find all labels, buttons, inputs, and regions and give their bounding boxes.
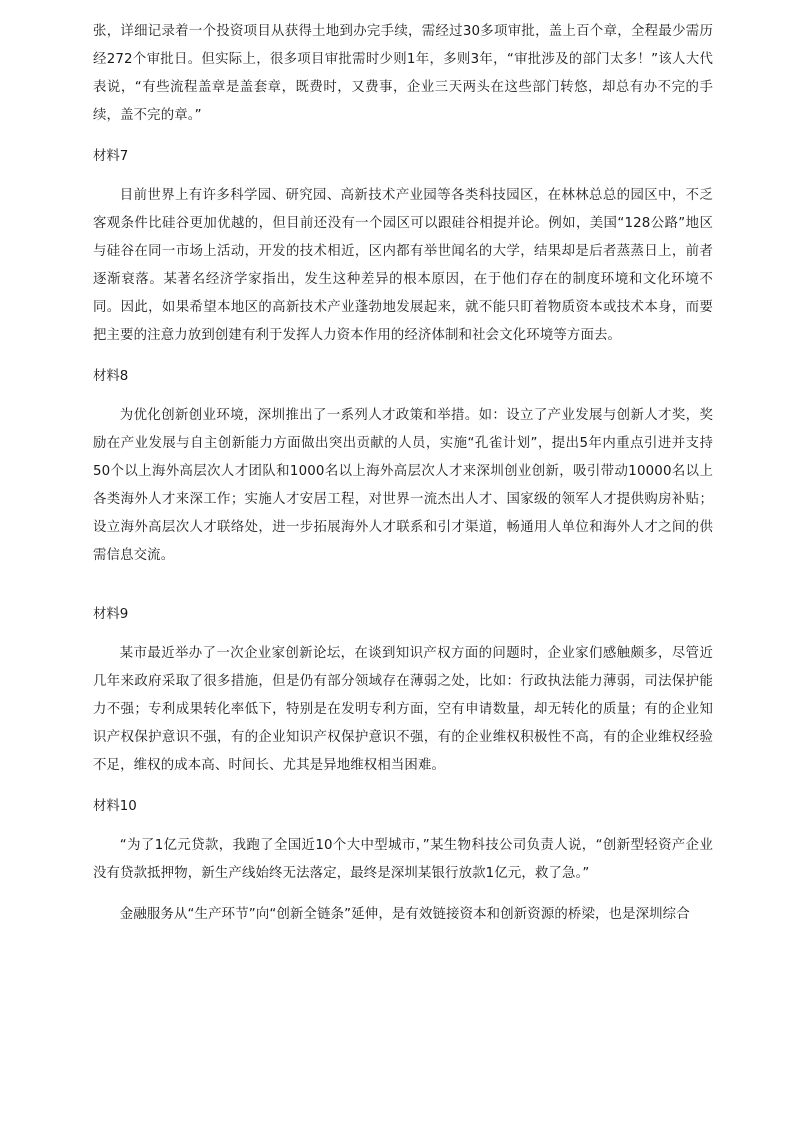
paragraph-material-8: 为优化创新创业环境，深圳推出了一系列人才政策和举措。如：设立了产业发展与创新人才奖，奖励在产业发展与自主创新能力方面做出突出贡献的人员，实施“孔雀计划”，提出5年内重点引进并支持50个以上海外高层次人才团队和1000名以上海外高层次人才来深圳创业创新，吸引带动10000名以上各类海外人才来深工作；实施人才安居工程，对世界一流杰出人才、国家级的领军人才提供购房补贴；设立海外高层次人才联络处，进一步拓展海外人才联系和引才渠道，畅通用人单位和海外人才之间的供需信息交流。 bbox=[93, 408, 713, 563]
paragraph-material-9: 某市最近举办了一次企业家创新论坛，在谈到知识产权方面的问题时，企业家们感触颇多，尽管近几年来政府采取了很多措施，但是仍有部分领域存在薄弱之处，比如：行政执法能力薄弱，司法保护能力不强；专利成果转化率低下，特别是在发明专利方面，空有申请数量，却无转化的质量；有的企业知识产权保护意识不强，有的企业知识产权保护意识不强，有的企业维权积极性不高，有的企业维权经验不足，维权的成本高、时间长、尤其是异地维权相当困难。 bbox=[93, 646, 713, 773]
heading-material-8: 材料8 bbox=[93, 369, 129, 384]
paragraph-material-10-finance: 金融服务从“生产环节”向“创新全链条”延伸，是有效链接资本和创新资源的桥梁，也是深圳综合 bbox=[119, 907, 690, 922]
heading-material-10: 材料10 bbox=[93, 799, 137, 814]
paragraph-material-7: 目前世界上有许多科学园、研究园、高新技术产业园等各类科技园区，在林林总总的园区中，不乏客观条件比硅谷更加优越的，但目前还没有一个园区可以跟硅谷相提并论。例如，美国“128公路”地区与硅谷在同一市场上活动，开发的技术相近，区内都有举世闻名的大学，结果却是后者蒸蒸日上，前者逐渐衰落。某著名经济学家指出，发生这种差异的根本原因，在于他们存在的制度环境和文化环境不同。因此，如果希望本地区的高新技术产业蓬勃地发展起来，就不能只盯着物质资本或技术本身，而要把主要的注意力放到创建有利于发挥人力资本作用的经济体制和社会文化环境等方面去。 bbox=[93, 188, 713, 343]
document-body bbox=[93, 18, 713, 942]
heading-material-9: 材料9 bbox=[93, 607, 129, 622]
heading-material-7: 材料7 bbox=[93, 149, 129, 164]
paragraph-approval-process: 张，详细记录着一个投资项目从获得土地到办完手续，需经过30多项审批，盖上百个章，全程最少需历经272个审批日。但实际上，很多项目审批需时少则1年，多则3年，“审批涉及的部门太多！”该人大代表说，“有些流程盖章是盖套章，既费时，又费事，企业三天两头在这些部门转悠，却总有办不完的手续，盖不完的章。” bbox=[93, 24, 713, 123]
paragraph-material-10-quote: “为了1亿元贷款，我跑了全国近10个大中型城市，”某生物科技公司负责人说，“创新型轻资产企业没有贷款抵押物，新生产线始终无法落定，最终是深圳某银行放款1亿元，救了急。” bbox=[93, 838, 713, 881]
